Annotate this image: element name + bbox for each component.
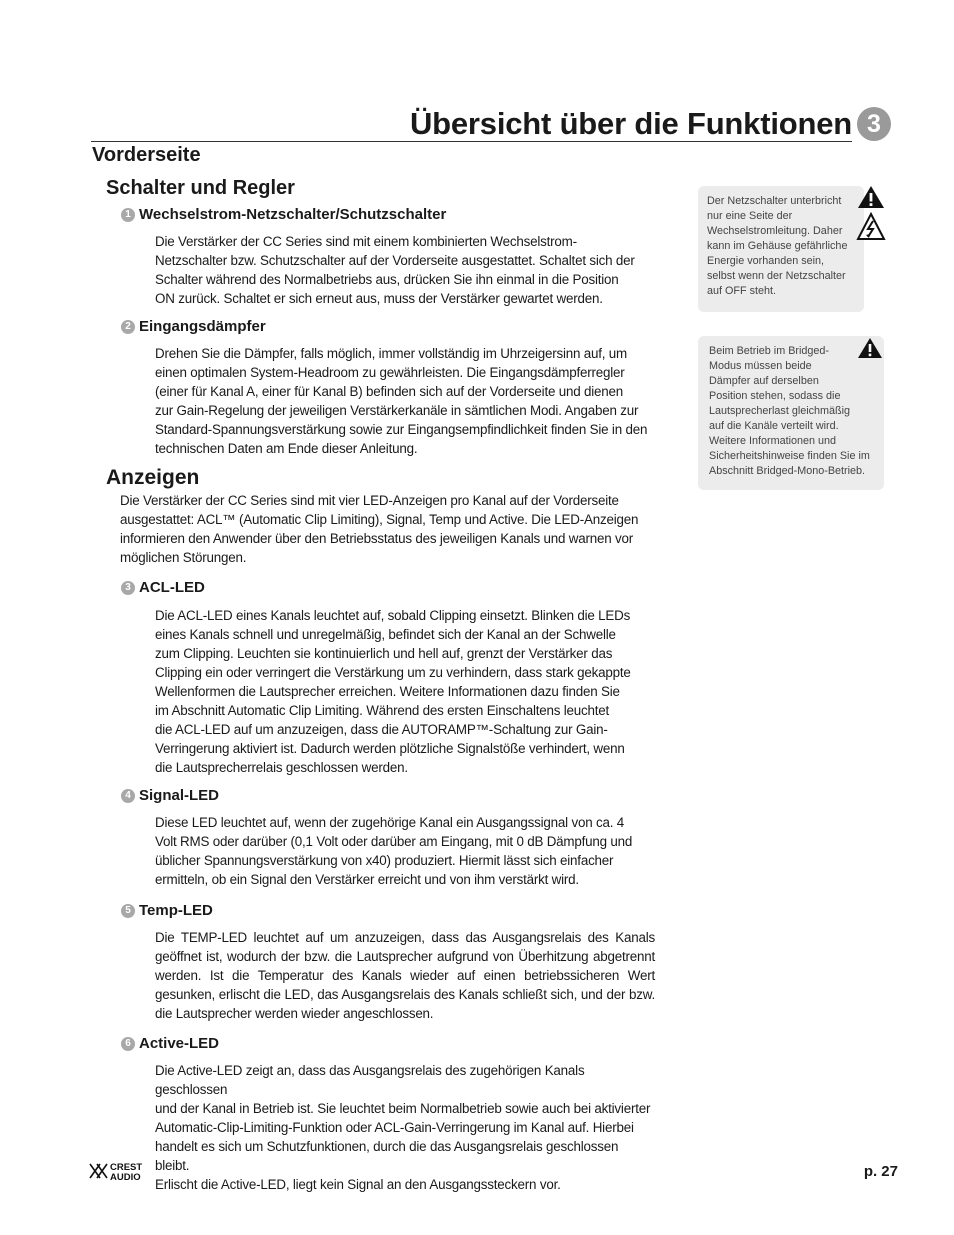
text-line: Weitere Informationen und	[709, 435, 837, 447]
text-line: die Lautsprecherrelais geschlossen werden.	[155, 760, 408, 775]
subheading-indicators: Anzeigen	[106, 466, 200, 489]
item-heading-active-led	[121, 1035, 219, 1052]
text-line: Abschnitt Bridged-Mono-Betrieb.	[709, 465, 866, 477]
text-line: Die ACL-LED eines Kanals leuchtet auf, sobald Clipping einsetzt. Blinken die LEDs	[155, 608, 631, 623]
text-line: auf OFF steht.	[707, 285, 777, 297]
text-line: zum Clipping. Leuchten sie kontinuierlich und hell auf, grenzt der Verstärker das	[155, 646, 613, 661]
text-line: Schalter während des Normalbetriebs aus, drücken Sie ihn einmal in die Position	[155, 272, 619, 287]
item-heading-power-switch	[121, 206, 446, 223]
sidebar-note-power-switch	[698, 186, 864, 312]
subheading-controls: Schalter und Regler	[106, 177, 295, 199]
text-line: Volt RMS oder darüber (0,1 Volt oder darüber am Eingang, mit 0 dB Dämpfung und	[155, 834, 633, 849]
paragraph-acl-led	[155, 606, 655, 777]
text-line: Dämpfer auf derselben	[709, 375, 819, 387]
text-line: Standard-Spannungsverstärkung sowie zur Eingangsempfindlichkeit finden Sie in den	[155, 422, 648, 437]
text-line: Position stehen, sodass die	[709, 390, 841, 402]
page-title: Übersicht über die Funktionen	[409, 106, 852, 141]
item-title: Signal-LED	[139, 787, 220, 804]
item-title: Active-LED	[139, 1035, 220, 1052]
svg-text:AUDIO: AUDIO	[110, 1172, 141, 1182]
svg-text:CREST: CREST	[110, 1162, 143, 1173]
chapter-number-badge: 3	[857, 107, 891, 141]
paragraph-active-led	[155, 1061, 655, 1194]
text-line: (einer für Kanal A, einer für Kanal B) befinden sich auf der Vorderseite und dienen	[155, 384, 623, 399]
text-line: Die Active-LED zeigt an, dass das Ausgangsrelais des zugehörigen Kanals geschlossen	[155, 1063, 585, 1097]
text-line: selbst wenn der Netzschalter	[707, 270, 846, 282]
warning-triangle-icon	[857, 185, 885, 209]
item-heading-temp-led	[121, 902, 213, 919]
text-line: zur Gain-Regelung der jeweiligen Verstärkerkanäle in sämtlichen Modi. Angaben zur	[155, 403, 639, 418]
text-line: Der Netzschalter unterbricht	[707, 195, 842, 207]
text-line: Lautsprecherlast gleichmäßig	[709, 405, 851, 417]
item-title: Temp-LED	[139, 902, 213, 919]
text-line: kann im Gehäuse gefährliche	[707, 240, 848, 252]
text-line: Wellenformen die Lautsprecher erreichen. Weitere Informationen dazu finden Sie	[155, 684, 620, 699]
item-number-badge: 3	[121, 581, 135, 595]
item-number-badge: 2	[121, 320, 135, 334]
paragraph-temp-led	[155, 928, 655, 1023]
text-line: üblicher Spannungsverstärkung von x40) produziert. Hiermit lässt sich einfacher	[155, 853, 614, 868]
text-line: ausgestattet: ACL™ (Automatic Clip Limiting), Signal, Temp und Active. Die LED-Anzeigen	[120, 512, 639, 527]
title-rule	[91, 141, 852, 142]
item-number-badge: 5	[121, 904, 135, 918]
text-line: Diese LED leuchtet auf, wenn der zugehörige Kanal ein Ausgangssignal von ca. 4	[155, 815, 625, 830]
paragraph-power-switch	[155, 232, 655, 308]
item-title: Wechselstrom-Netzschalter/Schutzschalter	[139, 206, 447, 223]
text-line: auf die Kanäle verteilt wird.	[709, 420, 839, 432]
text-line: ON zurück. Schaltet er sich erneut aus, muss der Verstärker gewartet werden.	[155, 291, 603, 306]
text-line: Beim Betrieb im Bridged-	[709, 345, 830, 357]
text-line: Clipping ein oder verringert die Verstärkung um zu verhindern, dass stark gekappte	[155, 665, 631, 680]
item-number-badge: 6	[121, 1037, 135, 1051]
item-heading-input-attenuator	[121, 318, 266, 335]
text-line: ermitteln, ob ein Signal den Verstärker erreicht und von ihm verstärkt wird.	[155, 872, 579, 887]
paragraph-indicators-intro	[120, 491, 655, 567]
text-line: nur eine Seite der	[707, 210, 793, 222]
text-line: Energie vorhanden sein,	[707, 255, 825, 267]
warning-triangle-icon	[857, 337, 883, 359]
item-heading-signal-led	[121, 787, 219, 804]
text-line: Verringerung aktiviert ist. Dadurch werden plötzliche Signalstöße verhindert, wenn	[155, 741, 625, 756]
section-heading-front: Vorderseite	[92, 144, 201, 166]
paragraph-input-attenuator	[155, 344, 655, 458]
text-line: handelt es sich um Schutzfunktionen, durch die das Ausgangsrelais geschlossen bleibt.	[155, 1139, 619, 1173]
text-line: und der Kanal in Betrieb ist. Sie leuchtet beim Normalbetrieb sowie auch bei aktivierter	[155, 1101, 651, 1116]
text-line: Erlischt die Active-LED, liegt kein Signal an den Ausgangssteckern vor.	[155, 1177, 561, 1192]
item-number-badge: 4	[121, 789, 135, 803]
note-text	[709, 344, 875, 479]
item-number-badge: 1	[121, 208, 135, 222]
item-title: Eingangsdämpfer	[139, 318, 266, 335]
text-line: eines Kanals schnell und unregelmäßig, befindet sich der Kanal an der Schwelle	[155, 627, 616, 642]
note-text	[707, 194, 855, 299]
electric-shock-icon	[856, 212, 886, 242]
page-number: p. 27	[863, 1163, 898, 1180]
text-line: möglichen Störungen.	[120, 550, 247, 565]
text-line: im Abschnitt Automatic Clip Limiting. Während des ersten Einschaltens leuchtet	[155, 703, 610, 718]
text-line: Automatic-Clip-Limiting-Funktion oder ACL-Gain-Verringerung im Kanal auf. Hierbei	[155, 1120, 634, 1135]
item-heading-acl-led	[121, 579, 205, 596]
item-title: ACL-LED	[139, 579, 205, 596]
text-line: Drehen Sie die Dämpfer, falls möglich, immer vollständig im Uhrzeigersinn auf, um	[155, 346, 628, 361]
text-line: technischen Daten am Ende dieser Anleitung.	[155, 441, 418, 456]
text-line: Netzschalter bzw. Schutzschalter auf der Vorderseite ausgestattet. Schaltet sich der	[155, 253, 635, 268]
sidebar-note-bridged-mode	[698, 336, 884, 490]
paragraph-signal-led	[155, 813, 655, 889]
paragraph-text: Die TEMP-LED leuchtet auf um anzuzeigen, dass das Ausgangsrelais des Kanals geöffnet ist, wodurch der bzw. die Lautsprecher aufgrund von Überhitzung abgetrennt werden. Ist die Temperatur des Kanals wieder auf einen betriebssicheren Wert gesunken, erlischt die LED, das Ausgangsrelais des Kanals schließt sich, und der bzw. die Lautsprecher werden wieder angeschlossen.	[155, 930, 655, 1021]
text-line: informieren den Anwender über den Betriebsstatus des jeweiligen Kanals und warnen vor	[120, 531, 633, 546]
text-line: Wechselstromleitung. Daher	[707, 225, 843, 237]
crest-audio-logo	[88, 1160, 160, 1182]
text-line: die ACL-LED auf um anzuzeigen, dass die AUTORAMP™-Schaltung zur Gain-	[155, 722, 608, 737]
text-line: Die Verstärker der CC Series sind mit einem kombinierten Wechselstrom-	[155, 234, 577, 249]
text-line: einen optimalen System-Headroom zu gewährleisten. Die Eingangsdämpferregler	[155, 365, 625, 380]
text-line: Modus müssen beide	[709, 360, 812, 372]
text-line: Sicherheitshinweise finden Sie im	[709, 450, 870, 462]
text-line: Die Verstärker der CC Series sind mit vier LED-Anzeigen pro Kanal auf der Vorderseite	[120, 493, 619, 508]
